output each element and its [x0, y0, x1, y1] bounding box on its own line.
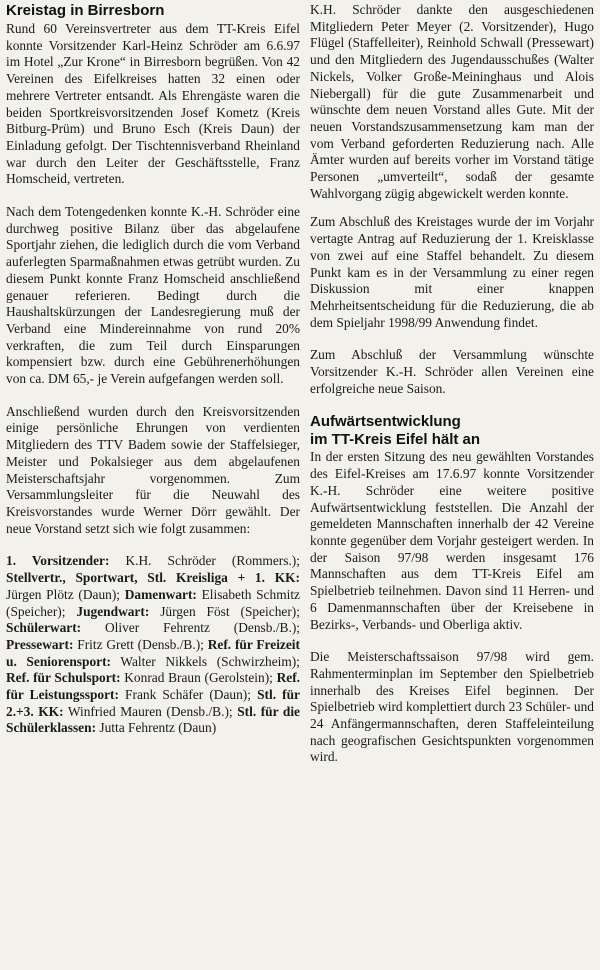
second-headline-line1: Aufwärtsentwicklung [310, 413, 461, 431]
roster-role: Pressewart: [6, 636, 74, 652]
roster-role: Stl. für 2.+3. KK: [6, 687, 300, 719]
roster-names: Elisabeth Schmitz (Speicher); [6, 586, 300, 619]
roster-names: K.H. Schröder (Rommers.); [125, 553, 300, 569]
second-headline [310, 413, 594, 449]
roster-names: Jutta Fehrentz (Daun) [99, 720, 217, 736]
paragraph-closing: Zum Abschluß der Versammlung wünschte Vorsitzender K.-H. Schröder allen Vereinen eine erfolgreiche neue Saison. [310, 347, 594, 396]
roster-role: Stellvertr., Sportwart, Stl. Kreisliga + 1. KK: [6, 570, 300, 586]
roster-role: Stl. für die Schülerklassen: [6, 703, 300, 736]
roster-names: Frank Schäfer (Daun); [125, 687, 251, 703]
roster-role: Ref. für Schulsport: [6, 670, 121, 686]
roster-role: Ref. für Freizeit u. Seniorensport: [6, 636, 300, 669]
roster-names: Jürgen Plötz (Daun); [6, 586, 121, 602]
roster-names: Winfried Mauren (Densb./B.); [67, 703, 233, 719]
roster-names: Oliver Fehrentz (Densb./B.); [105, 620, 300, 636]
roster-role: Schülerwart: [6, 620, 82, 636]
roster-names: Jürgen Föst (Speicher); [160, 603, 300, 619]
paragraph-intro: Rund 60 Vereinsvertreter aus dem TT-Kreis Eifel konnte Vorsitzender Karl-Heinz Schröder am 6.6.97 im Hotel „Zur Krone“ in Birresborn begrüßen. Von 42 Vereinen des Eifelkreises hatten 32 einen oder mehrere Vertreter entsandt. Als Ehrengäste waren die beiden Sportkreisvorsitzenden Josef Kometz (Kreis Bitburg-Prüm) und Bruno Esch (Kreis Daun) der Einladung gefolgt. Der Tischtennisverband Rheinland war durch den Leiter der Geschäftsstelle, Franz Homscheid, vertreten. [6, 21, 300, 187]
roster-names: Konrad Braun (Gerolstein); [124, 670, 273, 686]
paragraph-thanks: K.H. Schröder dankte den ausgeschiedenen Mitgliedern Peter Meyer (2. Vorsitzender), Hugo Flügel (Staffelleiter), Reinhold Schwall (Pressewart) und den Mitgliedern des Jugendausschußes (Walter Nickels, Volker Große-Meininghaus und Alois Niebergall) für die gute Zusammenarbeit und wünschte dem neuen Vorstand alles Gute. Mit der neuen Vorstandszusammensetzung kam man der vom Verband geforderten Reduzierung nach. Alle Ämter wurden auf bereits vorher im Vorstand tätige Personen „umverteilt“, sodaß der gesamte Wahlvorgang zügig abgewickelt werden konnte. [310, 2, 594, 201]
right-column [310, 2, 594, 766]
roster-names: Walter Nikkels (Schwirzheim); [120, 653, 300, 669]
board-roster [6, 553, 300, 737]
paragraph-balance: Nach dem Totengedenken konnte K.-H. Schröder eine durchweg positive Bilanz über das abgelaufene Sportjahr ziehen, die lediglich durch die vom Verband auferlegten Sparmaßnahmen etwas getrübt wurden. Zu diesem Punkt konnte Franz Homscheid anschließend genauer referieren. Bedingt durch die Haushaltskürzungen der Landesregierung muß der Verband eine Mindereinnahme von rund 20% verkraften, die zum Teil durch Einsparungen kompensiert bzw. durch eine Gebührenerhöhungen von ca. DM 65,- je Verein aufgefangen werden soll. [6, 204, 300, 387]
roster-names: Fritz Grett (Densb./B.); [77, 636, 204, 652]
left-column [6, 2, 300, 737]
roster-role: Ref. für Leistungssport: [6, 670, 300, 703]
roster-role: 1. Vorsitzender: [6, 553, 110, 569]
paragraph-teams: In der ersten Sitzung des neu gewählten Vorstandes des Eifel-Kreises am 17.6.97 konnte Vorsitzender K.-H. Schröder eine weitere positive Aufwärtsentwicklung feststellen. Die Anzahl der gemeldeten Mannschaften innerhalb der 42 Vereine konnte gegenüber dem Vorjahr gesteigert werden. In der Saison 97/98 werden insgesamt 176 Mannschaften aus dem TT-Kreis Eifel am Spielbetrieb teilnehmen. Davon sind 11 Herren- und 6 Damenmannschaften über der Kreisebene in Bezirks-, Verbands- und Oberliga aktiv. [310, 449, 594, 632]
paragraph-honors: Anschließend wurden durch den Kreisvorsitzenden einige persönliche Ehrungen von verdienten Mitgliedern des TTV Badem sowie der Staffelsieger, Meister und Pokalsieger aus dem abgelaufenen Meisterschaftsjahr vorgenommen. Zum Versammlungsleiter für die Neuwahl des Kreisvorstandes wurde Werner Dörr gewählt. Der neue Vorstand setzt sich wie folgt zusammen: [6, 403, 300, 536]
second-headline-line2: im TT-Kreis Eifel hält an [310, 431, 481, 449]
paragraph-motion: Zum Abschluß des Kreistages wurde der im Vorjahr vertagte Antrag auf Reduzierung der 1. Kreisklasse von zwei auf eine Staffel behandelt. Zu diesem Punkt kam es in der Versammlung zu einer regen Diskussion mit einer knappen Mehrheitsentscheidung für die Reduzierung, die ab dem Spieljahr 1998/99 Anwendung findet. [310, 214, 594, 330]
roster-role: Damenwart: [124, 586, 197, 602]
article-title: Kreistag in Birresborn [6, 2, 165, 19]
roster-role: Jugendwart: [76, 603, 150, 619]
paragraph-season: Die Meisterschaftssaison 97/98 wird gem. Rahmenterminplan im September den Spielbetrieb innerhalb des Kreises Eifel beginnen. Der Spielbetrieb wird komplettiert durch 23 Schüler- und 24 Anfängermannschaften, deren Staffeleinteilung nach geografischen Gesichtspunkten vorgenommen wird. [310, 649, 594, 765]
